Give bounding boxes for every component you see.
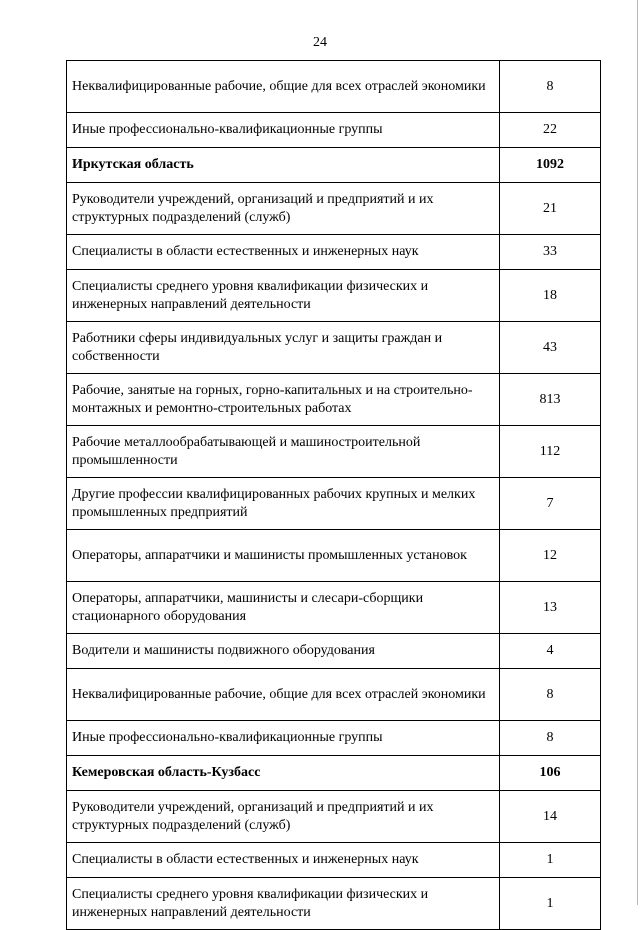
- table-row: [67, 270, 601, 322]
- table-body: [67, 61, 601, 930]
- row-label: Водители и машинисты подвижного оборудования: [67, 634, 500, 669]
- region-total: 106: [500, 756, 601, 791]
- table-row: [67, 791, 601, 843]
- row-value: 33: [500, 235, 601, 270]
- row-label: Операторы, аппаратчики, машинисты и слесари-сборщики стационарного оборудования: [67, 582, 500, 634]
- table-row: [67, 235, 601, 270]
- table-row: [67, 634, 601, 669]
- row-value: 7: [500, 478, 601, 530]
- row-value: 22: [500, 113, 601, 148]
- table-row: [67, 530, 601, 582]
- row-value: 112: [500, 426, 601, 478]
- table-row: [67, 322, 601, 374]
- table-row: [67, 582, 601, 634]
- row-value: 43: [500, 322, 601, 374]
- row-label: Неквалифицированные рабочие, общие для всех отраслей экономики: [67, 669, 500, 721]
- row-label: Специалисты в области естественных и инженерных наук: [67, 235, 500, 270]
- row-label: Специалисты среднего уровня квалификации физических и инженерных направлений деятельности: [67, 878, 500, 930]
- row-value: 1: [500, 843, 601, 878]
- row-label: Руководители учреждений, организаций и предприятий и их структурных подразделений (служб): [67, 791, 500, 843]
- table-row-region: [67, 148, 601, 183]
- page-edge-divider: [637, 0, 638, 905]
- row-label: Другие профессии квалифицированных рабочих крупных и мелких промышленных предприятий: [67, 478, 500, 530]
- row-value: 13: [500, 582, 601, 634]
- row-label: Операторы, аппаратчики и машинисты промышленных установок: [67, 530, 500, 582]
- table-row-region: [67, 756, 601, 791]
- region-label: Иркутская область: [67, 148, 500, 183]
- row-label: Иные профессионально-квалификационные группы: [67, 721, 500, 756]
- row-value: 21: [500, 183, 601, 235]
- table-row: [67, 374, 601, 426]
- row-label: Руководители учреждений, организаций и предприятий и их структурных подразделений (служб): [67, 183, 500, 235]
- table-row: [67, 113, 601, 148]
- table-row: [67, 843, 601, 878]
- row-value: 813: [500, 374, 601, 426]
- row-value: 8: [500, 669, 601, 721]
- table-row: [67, 878, 601, 930]
- table-row: [67, 183, 601, 235]
- row-label: Рабочие, занятые на горных, горно-капитальных и на строительно-монтажных и ремонтно-строительных работах: [67, 374, 500, 426]
- row-label: Иные профессионально-квалификационные группы: [67, 113, 500, 148]
- row-value: 8: [500, 61, 601, 113]
- row-label: Специалисты среднего уровня квалификации физических и инженерных направлений деятельности: [67, 270, 500, 322]
- table-row: [67, 426, 601, 478]
- occupation-table: [66, 60, 601, 930]
- table-row: [67, 61, 601, 113]
- row-label: Рабочие металлообрабатывающей и машиностроительной промышленности: [67, 426, 500, 478]
- table-row: [67, 478, 601, 530]
- table-row: [67, 721, 601, 756]
- row-value: 12: [500, 530, 601, 582]
- table-row: [67, 669, 601, 721]
- region-label: Кемеровская область-Кузбасс: [67, 756, 500, 791]
- row-value: 18: [500, 270, 601, 322]
- row-value: 8: [500, 721, 601, 756]
- row-label: Специалисты в области естественных и инженерных наук: [67, 843, 500, 878]
- row-label: Работники сферы индивидуальных услуг и защиты граждан и собственности: [67, 322, 500, 374]
- region-total: 1092: [500, 148, 601, 183]
- row-value: 1: [500, 878, 601, 930]
- row-label: Неквалифицированные рабочие, общие для всех отраслей экономики: [67, 61, 500, 113]
- row-value: 14: [500, 791, 601, 843]
- page-number: 24: [313, 35, 327, 50]
- row-value: 4: [500, 634, 601, 669]
